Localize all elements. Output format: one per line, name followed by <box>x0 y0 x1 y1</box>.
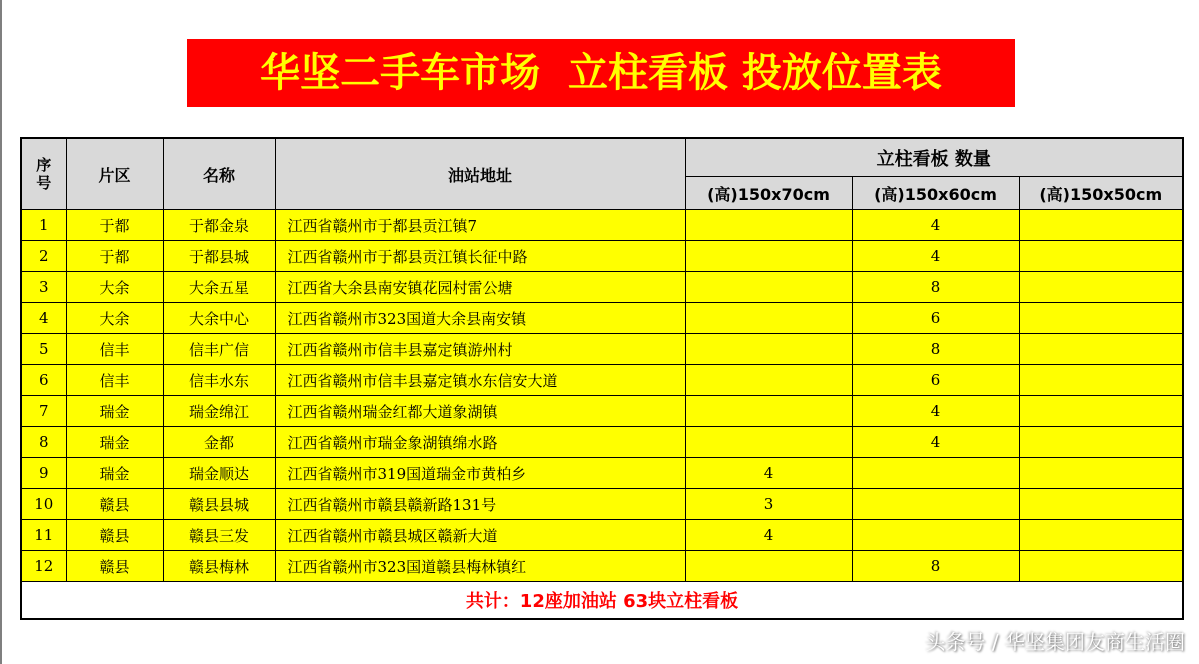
cell-seq: 12 <box>21 551 66 582</box>
cell-qty-150x50 <box>1019 210 1183 241</box>
cell-address: 江西省赣州市323国道大余县南安镇 <box>275 303 685 334</box>
cell-qty-150x60: 4 <box>852 241 1019 272</box>
cell-seq: 1 <box>21 210 66 241</box>
cell-station-name: 于都金泉 <box>163 210 275 241</box>
table-row <box>21 520 1183 551</box>
table-row <box>21 365 1183 396</box>
cell-seq: 10 <box>21 489 66 520</box>
cell-address: 江西省赣州市323国道赣县梅林镇红 <box>275 551 685 582</box>
cell-seq: 11 <box>21 520 66 551</box>
cell-qty-150x70 <box>685 241 852 272</box>
total-text: 共计：12座加油站 63块立柱看板 <box>21 582 1183 620</box>
table-body <box>21 210 1183 582</box>
cell-area: 瑞金 <box>66 396 163 427</box>
cell-qty-150x70 <box>685 210 852 241</box>
cell-address: 江西省赣州市于都县贡江镇7 <box>275 210 685 241</box>
table-row <box>21 210 1183 241</box>
cell-seq: 4 <box>21 303 66 334</box>
cell-qty-150x60: 6 <box>852 303 1019 334</box>
header-name: 名称 <box>163 138 275 210</box>
cell-station-name: 大余中心 <box>163 303 275 334</box>
table-row <box>21 303 1183 334</box>
table-row <box>21 551 1183 582</box>
cell-qty-150x70 <box>685 365 852 396</box>
table-row <box>21 396 1183 427</box>
cell-area: 赣县 <box>66 520 163 551</box>
cell-address: 江西省赣州市赣县城区赣新大道 <box>275 520 685 551</box>
cell-address: 江西省赣州市于都县贡江镇长征中路 <box>275 241 685 272</box>
table-row <box>21 241 1183 272</box>
cell-qty-150x60: 4 <box>852 427 1019 458</box>
cell-station-name: 瑞金绵江 <box>163 396 275 427</box>
header-size-150x70: (高)150x70cm <box>685 177 852 210</box>
cell-qty-150x60 <box>852 520 1019 551</box>
cell-qty-150x70: 4 <box>685 520 852 551</box>
cell-seq: 8 <box>21 427 66 458</box>
cell-area: 信丰 <box>66 365 163 396</box>
cell-address: 江西省赣州市瑞金象湖镇绵水路 <box>275 427 685 458</box>
cell-seq: 5 <box>21 334 66 365</box>
table-row <box>21 427 1183 458</box>
cell-qty-150x50 <box>1019 489 1183 520</box>
cell-qty-150x70: 3 <box>685 489 852 520</box>
cell-area: 瑞金 <box>66 427 163 458</box>
cell-qty-150x60: 6 <box>852 365 1019 396</box>
cell-qty-150x50 <box>1019 365 1183 396</box>
cell-seq: 3 <box>21 272 66 303</box>
header-size-150x60: (高)150x60cm <box>852 177 1019 210</box>
cell-area: 赣县 <box>66 489 163 520</box>
cell-area: 大余 <box>66 272 163 303</box>
cell-qty-150x50 <box>1019 334 1183 365</box>
cell-seq: 2 <box>21 241 66 272</box>
total-row <box>21 582 1183 620</box>
cell-address: 江西省大余县南安镇花园村雷公塘 <box>275 272 685 303</box>
cell-qty-150x50 <box>1019 241 1183 272</box>
cell-qty-150x60 <box>852 458 1019 489</box>
header-seq: 序 号 <box>21 138 66 210</box>
cell-qty-150x70 <box>685 396 852 427</box>
cell-qty-150x60 <box>852 489 1019 520</box>
cell-qty-150x60: 8 <box>852 551 1019 582</box>
table-header <box>21 138 1183 210</box>
cell-qty-150x70 <box>685 303 852 334</box>
cell-station-name: 赣县三发 <box>163 520 275 551</box>
page-title: 华坚二手车市场 立柱看板 投放位置表 <box>187 39 1015 107</box>
cell-address: 江西省赣州瑞金红都大道象湖镇 <box>275 396 685 427</box>
cell-station-name: 信丰水东 <box>163 365 275 396</box>
cell-area: 大余 <box>66 303 163 334</box>
header-quantity-group: 立柱看板 数量 <box>685 138 1183 177</box>
cell-qty-150x70 <box>685 551 852 582</box>
cell-qty-150x70 <box>685 334 852 365</box>
cell-area: 于都 <box>66 210 163 241</box>
cell-address: 江西省赣州市信丰县嘉定镇水东信安大道 <box>275 365 685 396</box>
cell-station-name: 金都 <box>163 427 275 458</box>
cell-qty-150x70 <box>685 272 852 303</box>
cell-qty-150x60: 4 <box>852 396 1019 427</box>
cell-seq: 6 <box>21 365 66 396</box>
cell-qty-150x50 <box>1019 303 1183 334</box>
cell-qty-150x60: 8 <box>852 272 1019 303</box>
cell-address: 江西省赣州市319国道瑞金市黄柏乡 <box>275 458 685 489</box>
header-area: 片区 <box>66 138 163 210</box>
cell-seq: 9 <box>21 458 66 489</box>
table-row <box>21 489 1183 520</box>
watermark: 头条号 / 华坚集团友商生活圈 <box>925 630 1185 654</box>
cell-address: 江西省赣州市信丰县嘉定镇游州村 <box>275 334 685 365</box>
cell-address: 江西省赣州市赣县赣新路131号 <box>275 489 685 520</box>
cell-qty-150x50 <box>1019 396 1183 427</box>
cell-qty-150x50 <box>1019 551 1183 582</box>
cell-qty-150x50 <box>1019 427 1183 458</box>
cell-station-name: 于都县城 <box>163 241 275 272</box>
cell-area: 赣县 <box>66 551 163 582</box>
cell-station-name: 瑞金顺达 <box>163 458 275 489</box>
cell-qty-150x70 <box>685 427 852 458</box>
left-edge-line <box>0 0 2 664</box>
cell-area: 信丰 <box>66 334 163 365</box>
cell-seq: 7 <box>21 396 66 427</box>
cell-area: 瑞金 <box>66 458 163 489</box>
cell-qty-150x60: 8 <box>852 334 1019 365</box>
header-address: 油站地址 <box>275 138 685 210</box>
cell-qty-150x70: 4 <box>685 458 852 489</box>
table-row <box>21 334 1183 365</box>
cell-qty-150x50 <box>1019 458 1183 489</box>
cell-station-name: 大余五星 <box>163 272 275 303</box>
cell-qty-150x50 <box>1019 272 1183 303</box>
cell-station-name: 信丰广信 <box>163 334 275 365</box>
cell-station-name: 赣县梅林 <box>163 551 275 582</box>
table-row <box>21 458 1183 489</box>
table-row <box>21 272 1183 303</box>
cell-area: 于都 <box>66 241 163 272</box>
cell-station-name: 赣县县城 <box>163 489 275 520</box>
cell-qty-150x50 <box>1019 520 1183 551</box>
header-size-150x50: (高)150x50cm <box>1019 177 1183 210</box>
placement-table <box>20 137 1184 620</box>
cell-qty-150x60: 4 <box>852 210 1019 241</box>
